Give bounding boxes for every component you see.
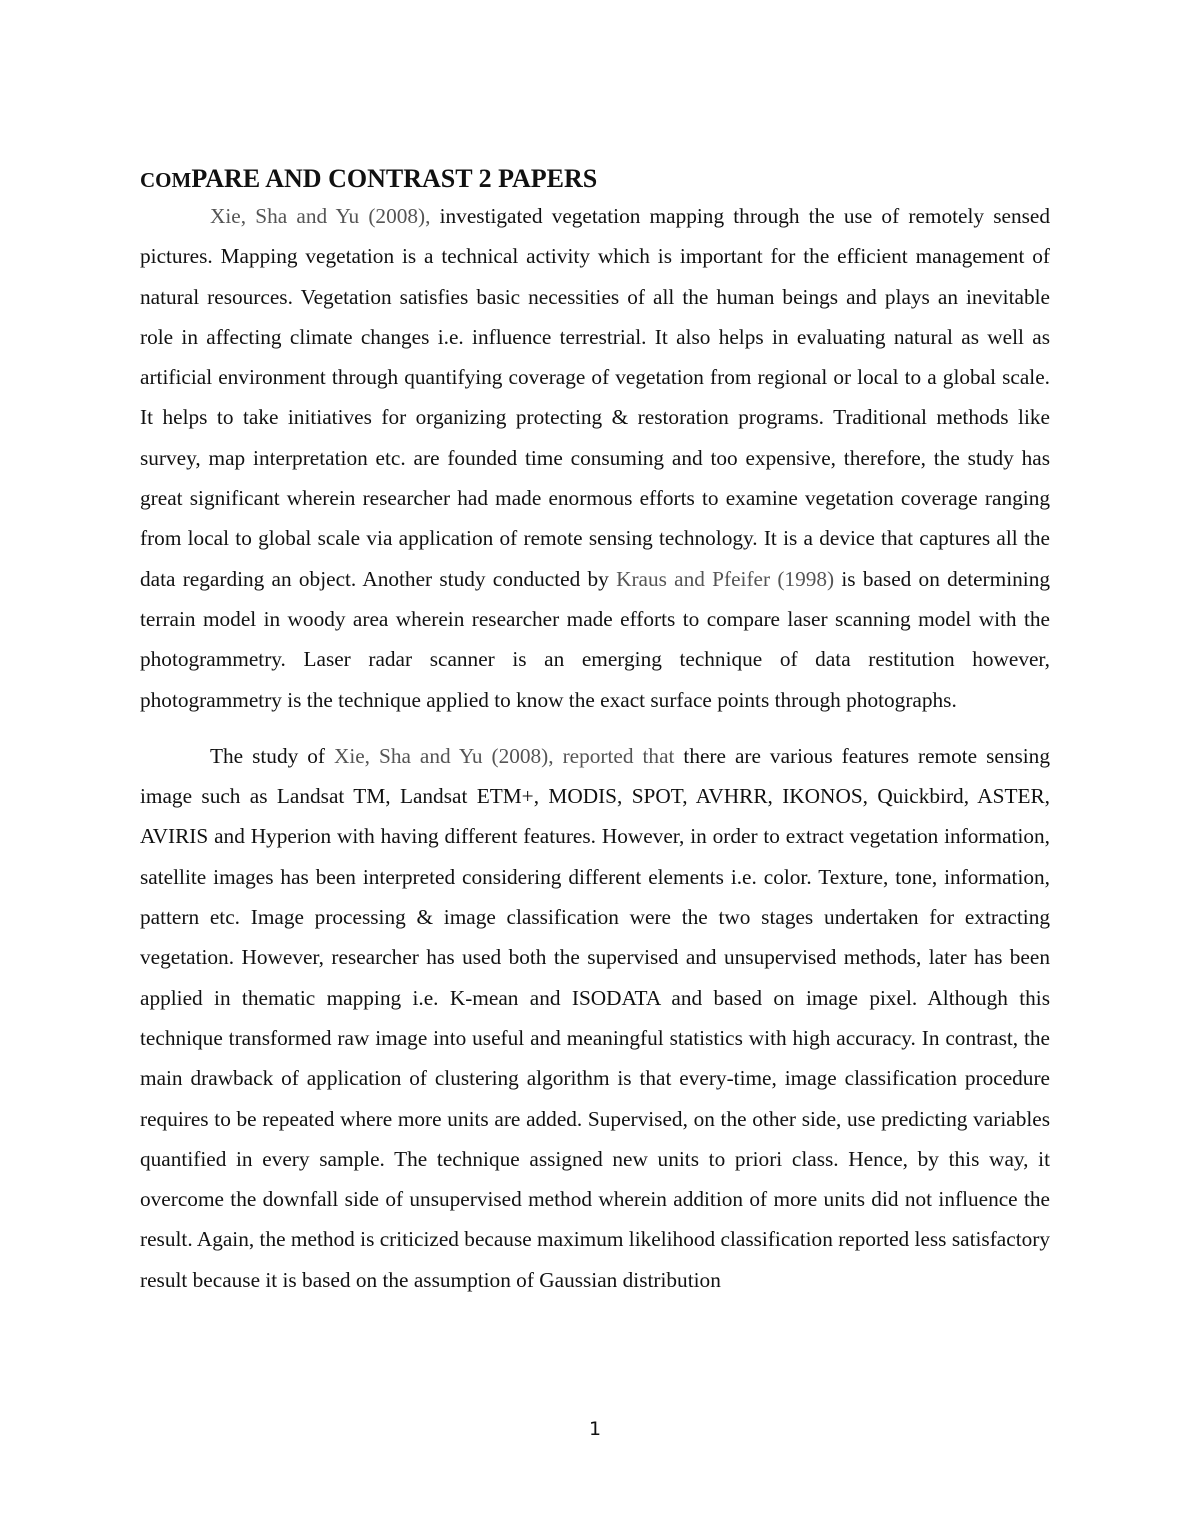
page-content <box>140 163 1050 1300</box>
citation-xie-sha-yu: Xie, Sha and Yu (2008), <box>210 204 431 228</box>
paragraph-2 <box>140 736 1050 1300</box>
paragraph-1-text-b: is based on determining terrain model in woody area wherein researcher made efforts to compare laser scanning model with the photogrammetry. Laser radar scanner is an emerging technique of data restitution however, photogrammetry is the technique applied to know the exact surface points through photographs. <box>140 566 1050 712</box>
citation-xie-sha-yu-reported: Xie, Sha and Yu (2008), reported that <box>333 743 675 768</box>
paragraph-2-text-b: there are various features remote sensing image such as Landsat TM, Landsat ETM+, MODIS, SPOT, AVHRR, IKONOS, Quickbird, ASTER, AVIRIS and Hyperion with having different features. However, in order to extract vegetation information, satellite images has been interpreted considering different elements i.e. color. Texture, tone, information, pattern etc. Image processing & image classification were the two stages undertaken for extracting vegetation. However, researcher has used both the supervised and unsupervised methods, later has been applied in thematic mapping i.e. K-mean and ISODATA and based on image pixel. Although this technique transformed raw image into useful and meaningful statistics with high accuracy. In contrast, the main drawback of application of clustering algorithm is that every-time, image classification procedure requires to be repeated where more units are added. Supervised, on the other side, use predicting variables quantified in every sample. The technique assigned new units to priori class. Hence, by this way, it overcome the downfall side of unsupervised method wherein addition of more units did not influence the result. Again, the method is criticized because maximum likelihood classification reported less satisfactory result because it is based on the assumption of Gaussian distribution <box>140 743 1050 1292</box>
paragraph-1 <box>140 196 1050 720</box>
heading-prefix: COM <box>140 168 192 192</box>
page-number: 1 <box>588 1418 602 1440</box>
heading-rest: PARE AND CONTRAST 2 PAPERS <box>191 164 598 193</box>
paragraph-1-text-a: investigated vegetation mapping through the use of remotely sensed pictures. Mapping vegetation is a technical activity which is important for the efficient management of natural resources. Vegetation satisfies basic necessities of all the human beings and plays an inevitable role in affecting climate changes i.e. influence terrestrial. It also helps in evaluating natural as well as artificial environment through quantifying coverage of vegetation from regional or local to a global scale. It helps to take initiatives for organizing protecting & restoration programs. Traditional methods like survey, map interpretation etc. are founded time consuming and too expensive, therefore, the study has great significant wherein researcher had made enormous efforts to examine vegetation coverage ranging from local to global scale via application of remote sensing technology. It is a device that captures all the data regarding an object. Another study conducted by <box>140 204 1050 591</box>
paragraph-2-text-a: The study of <box>210 743 334 768</box>
citation-kraus-pfeifer: Kraus and Pfeifer (1998) <box>616 566 835 591</box>
section-heading <box>140 163 1050 196</box>
